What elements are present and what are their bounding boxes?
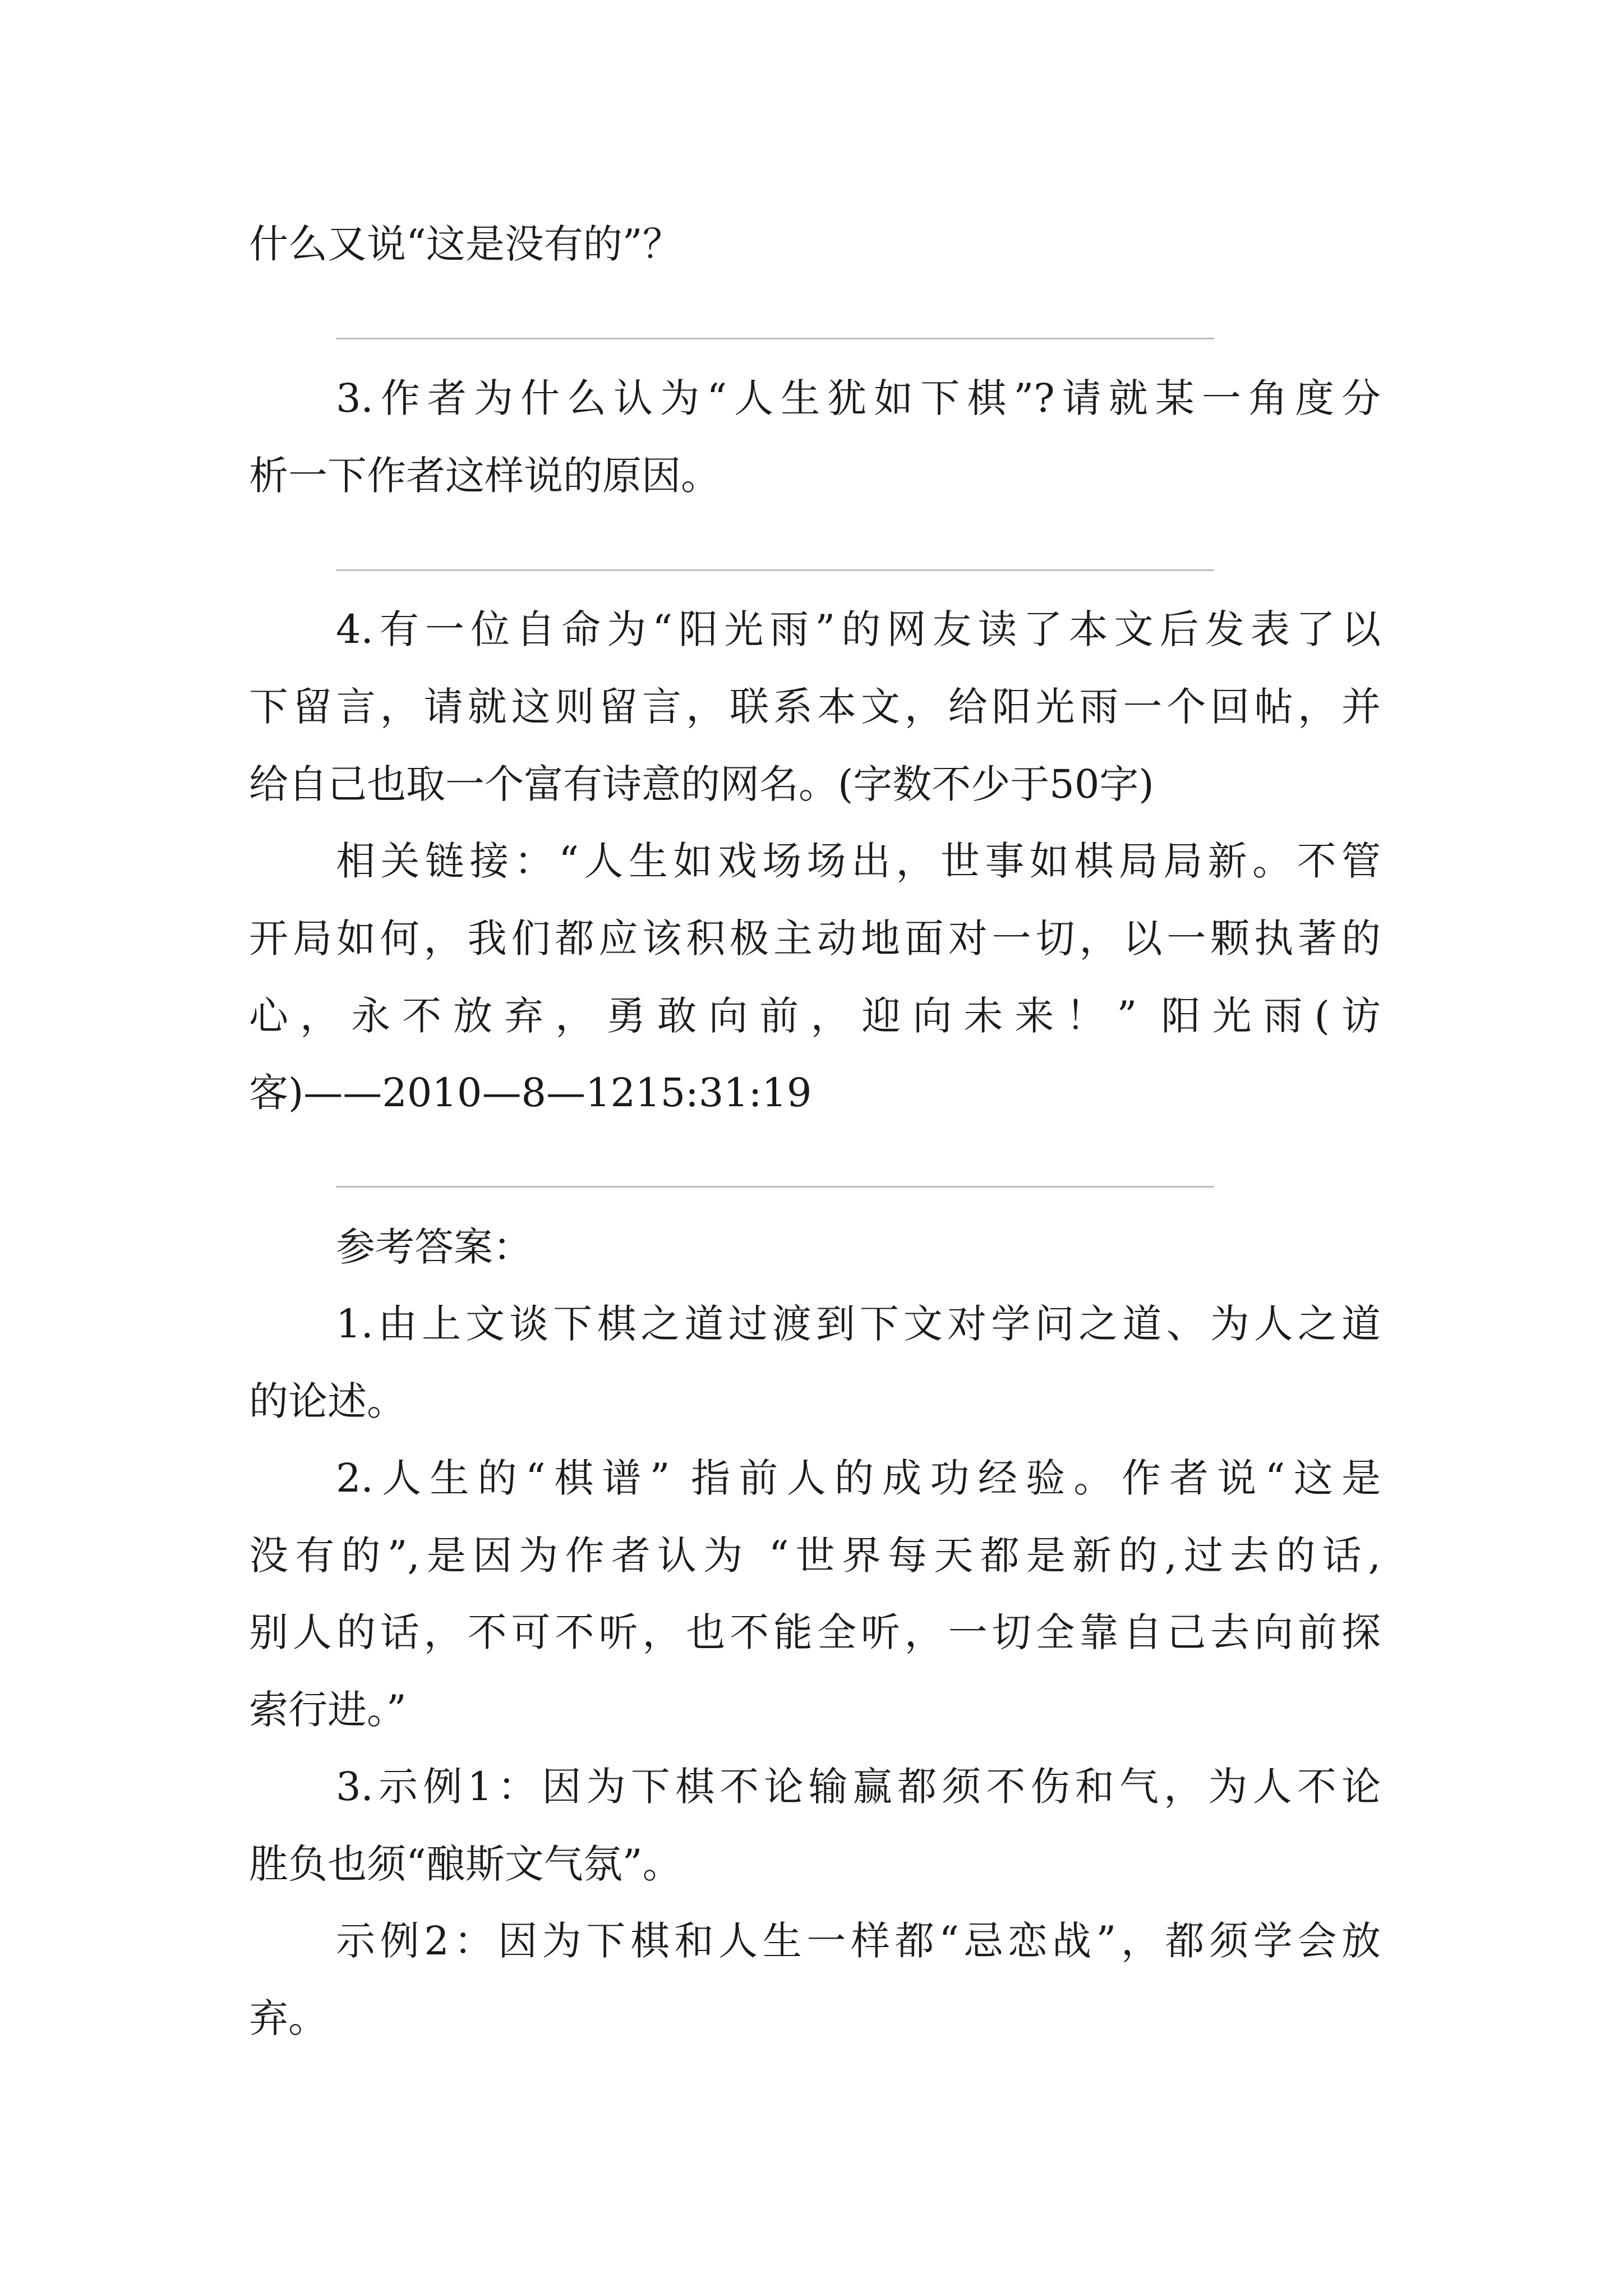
answer-3-line: 胜负也须“酿斯文气氛”。 xyxy=(249,1841,682,1887)
answer-line xyxy=(336,1186,1214,1188)
answer-3-example-2-line: 弃。 xyxy=(249,1995,328,2041)
answer-2-line: 别人的话，不可不听，也不能全听，一切全靠自己去向前探 xyxy=(249,1609,1381,1655)
answers-heading: 参考答案： xyxy=(336,1224,532,1270)
related-link-line: 相关链接：“人生如戏场场出，世事如棋局局新。不管 xyxy=(336,838,1381,884)
answer-2-line: 索行进。” xyxy=(249,1687,407,1733)
answer-2-line: 没有的”,是因为作者认为 “世界每天都是新的,过去的话, xyxy=(249,1533,1381,1579)
related-link-line: 心，永不放弃，勇敢向前，迎向未来！” 阳光雨(访 xyxy=(249,993,1381,1039)
question-3-line: 3.作者为什么认为“人生犹如下棋”?请就某一角度分 xyxy=(336,375,1381,421)
question-4-line: 4.有一位自命为“阳光雨”的网友读了本文后发表了以 xyxy=(336,606,1381,652)
answer-1-line: 1.由上文谈下棋之道过渡到下文对学问之道、为人之道 xyxy=(336,1301,1381,1347)
answer-2-line: 2.人生的“棋谱” 指前人的成功经验。作者说“这是 xyxy=(336,1455,1381,1501)
answer-3-line: 3.示例1：因为下棋不论输赢都须不伤和气，为人不论 xyxy=(336,1764,1381,1810)
question-4-line: 给自己也取一个富有诗意的网名。(字数不少于50字) xyxy=(249,761,1154,807)
related-link-line: 开局如何，我们都应该积极主动地面对一切，以一颗执著的 xyxy=(249,915,1381,961)
answer-line xyxy=(336,338,1214,339)
answer-1-line: 的论述。 xyxy=(249,1378,406,1424)
answer-line xyxy=(336,569,1214,571)
related-link-line: 客)——2010—8—1215:31:19 xyxy=(249,1070,812,1116)
question-2-tail: 什么又说“这是没有的”？ xyxy=(249,221,682,267)
answer-3-example-2-line: 示例2：因为下棋和人生一样都“忌恋战”，都须学会放 xyxy=(336,1918,1381,1964)
question-3-line: 析一下作者这样说的原因。 xyxy=(249,453,720,499)
question-4-line: 下留言，请就这则留言，联系本文，给阳光雨一个回帖，并 xyxy=(249,684,1381,730)
